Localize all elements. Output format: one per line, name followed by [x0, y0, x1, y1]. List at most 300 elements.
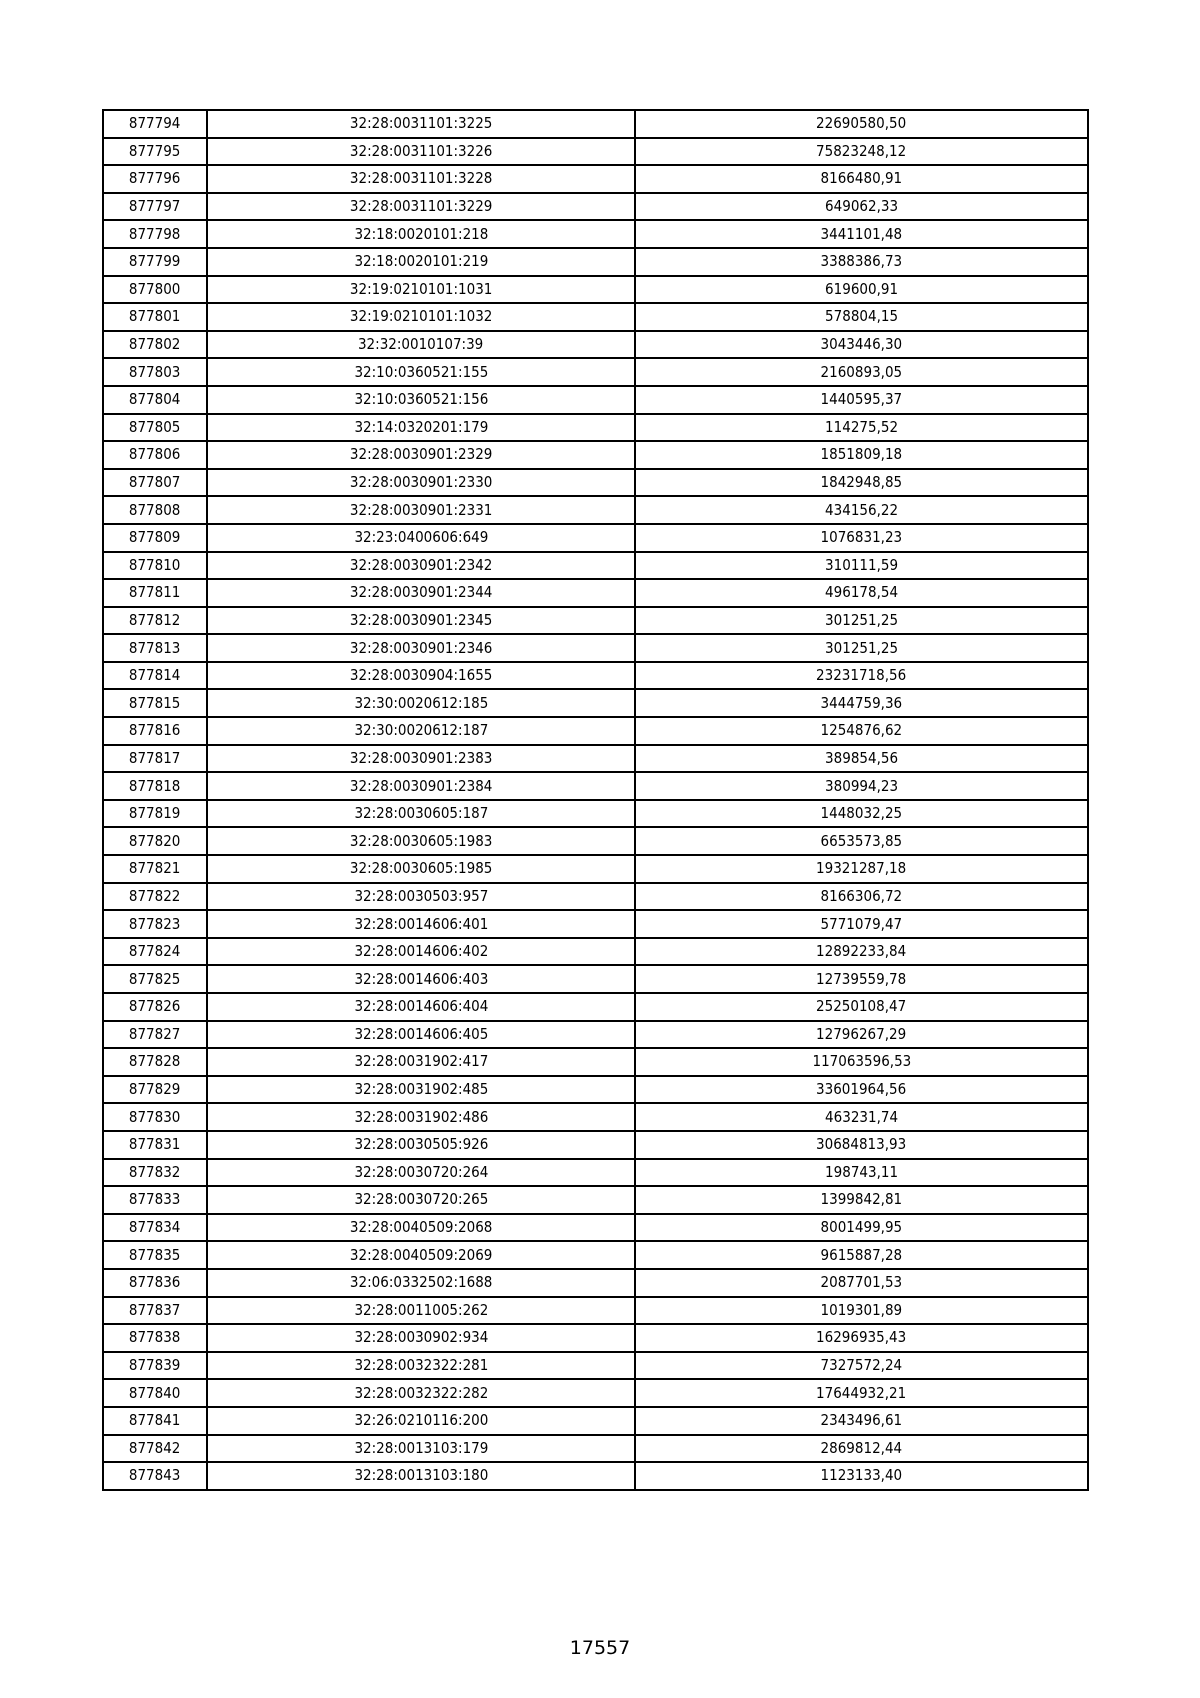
cadastral-value-cell [635, 1186, 1088, 1214]
cadastral-number-cell [207, 386, 635, 414]
cadastral-value-cell [635, 1021, 1088, 1049]
cadastral-value-cell [635, 1352, 1088, 1380]
row-number-cell [103, 469, 207, 497]
cadastral-number-text: 32:28:0030901:2330 [349, 473, 493, 492]
cadastral-number-text: 32:28:0031902:486 [354, 1107, 488, 1126]
cadastral-number-text: 32:30:0020612:185 [354, 693, 488, 712]
cadastral-value-text: 3441101,48 [820, 224, 903, 243]
cadastral-number-cell [207, 910, 635, 938]
table-row [103, 855, 1088, 883]
cadastral-number-cell [207, 1131, 635, 1159]
cadastral-number-text: 32:28:0030901:2342 [349, 555, 493, 574]
table-row [103, 1214, 1088, 1242]
cadastral-value-cell [635, 745, 1088, 773]
table-row [103, 607, 1088, 635]
cadastral-value-cell [635, 441, 1088, 469]
row-number-cell [103, 496, 207, 524]
cadastral-value-cell [635, 717, 1088, 745]
row-number-cell [103, 1269, 207, 1297]
cadastral-value-text: 1076831,23 [820, 528, 903, 547]
cadastral-value-cell [635, 965, 1088, 993]
cadastral-number-text: 32:28:0013103:179 [354, 1438, 488, 1457]
row-number-cell [103, 1131, 207, 1159]
cadastral-value-text: 3388386,73 [820, 252, 903, 271]
cadastral-value-text: 1254876,62 [820, 721, 903, 740]
cadastral-value-cell [635, 607, 1088, 635]
cadastral-number-text: 32:28:0031902:485 [354, 1080, 488, 1099]
row-number-cell [103, 938, 207, 966]
cadastral-value-cell [635, 1103, 1088, 1131]
cadastral-number-cell [207, 800, 635, 828]
table-row [103, 1159, 1088, 1187]
row-number-cell [103, 1214, 207, 1242]
cadastral-value-cell [635, 220, 1088, 248]
row-number-cell [103, 1462, 207, 1490]
row-number-cell [103, 1048, 207, 1076]
cadastral-number-text: 32:32:0010107:39 [358, 335, 484, 354]
cadastral-number-text: 32:14:0320201:179 [354, 417, 488, 436]
cadastral-number-text: 32:28:0014606:405 [354, 1024, 488, 1043]
cadastral-value-text: 380994,23 [824, 776, 899, 795]
cadastral-value-text: 2160893,05 [820, 362, 903, 381]
cadastral-value-text: 649062,33 [824, 197, 899, 216]
row-number-text: 877825 [129, 969, 181, 988]
cadastral-value-cell [635, 1462, 1088, 1490]
cadastral-value-cell [635, 469, 1088, 497]
cadastral-value-cell [635, 938, 1088, 966]
cadastral-value-cell [635, 386, 1088, 414]
cadastral-value-cell [635, 1297, 1088, 1325]
row-number-text: 877822 [129, 886, 181, 905]
row-number-text: 877794 [129, 114, 181, 133]
row-number-cell [103, 800, 207, 828]
cadastral-number-cell [207, 883, 635, 911]
row-number-text: 877808 [129, 500, 181, 519]
cadastral-value-text: 25250108,47 [816, 997, 907, 1016]
row-number-cell [103, 331, 207, 359]
cadastral-number-cell [207, 441, 635, 469]
cadastral-value-text: 301251,25 [824, 610, 899, 629]
cadastral-number-cell [207, 634, 635, 662]
cadastral-number-text: 32:28:0031101:3229 [349, 197, 493, 216]
cadastral-number-text: 32:28:0032322:282 [354, 1383, 488, 1402]
cadastral-value-text: 1851809,18 [820, 445, 903, 464]
table-row [103, 110, 1088, 138]
table-row [103, 1352, 1088, 1380]
row-number-text: 877839 [129, 1356, 181, 1375]
cadastral-number-cell [207, 220, 635, 248]
cadastral-number-text: 32:28:0032322:281 [354, 1356, 488, 1375]
row-number-cell [103, 303, 207, 331]
cadastral-value-text: 114275,52 [824, 417, 899, 436]
table-row [103, 745, 1088, 773]
cadastral-number-text: 32:28:0030605:1985 [349, 859, 493, 878]
cadastral-value-cell [635, 827, 1088, 855]
row-number-cell [103, 1186, 207, 1214]
cadastral-number-cell [207, 662, 635, 690]
cadastral-value-text: 7327572,24 [820, 1356, 903, 1375]
row-number-cell [103, 1021, 207, 1049]
cadastral-value-text: 301251,25 [824, 638, 899, 657]
row-number-text: 877843 [129, 1466, 181, 1485]
cadastral-number-text: 32:28:0040509:2069 [349, 1245, 493, 1264]
cadastral-number-text: 32:28:0040509:2068 [349, 1218, 493, 1237]
cadastral-value-cell [635, 1241, 1088, 1269]
row-number-cell [103, 634, 207, 662]
table-row [103, 910, 1088, 938]
cadastral-number-text: 32:28:0030605:1983 [349, 831, 493, 850]
table-body [103, 110, 1088, 1490]
cadastral-number-cell [207, 1159, 635, 1187]
cadastral-number-text: 32:28:0031101:3226 [349, 141, 493, 160]
cadastral-value-cell [635, 1159, 1088, 1187]
cadastral-value-text: 16296935,43 [816, 1328, 907, 1347]
row-number-text: 877816 [129, 721, 181, 740]
cadastral-number-cell [207, 110, 635, 138]
table-row [103, 1103, 1088, 1131]
row-number-cell [103, 1324, 207, 1352]
cadastral-value-cell [635, 1214, 1088, 1242]
cadastral-value-text: 1019301,89 [820, 1300, 903, 1319]
table-row [103, 1407, 1088, 1435]
cadastral-value-cell [635, 800, 1088, 828]
row-number-text: 877805 [129, 417, 181, 436]
row-number-cell [103, 193, 207, 221]
cadastral-number-text: 32:28:0013103:180 [354, 1466, 488, 1485]
cadastral-value-cell [635, 524, 1088, 552]
table-row [103, 441, 1088, 469]
cadastral-value-cell [635, 579, 1088, 607]
cadastral-number-text: 32:23:0400606:649 [354, 528, 488, 547]
cadastral-number-cell [207, 717, 635, 745]
table-row [103, 1048, 1088, 1076]
cadastral-value-text: 434156,22 [824, 500, 899, 519]
table-row [103, 1462, 1088, 1490]
cadastral-number-text: 32:28:0030901:2344 [349, 583, 493, 602]
cadastral-value-cell [635, 303, 1088, 331]
row-number-cell [103, 717, 207, 745]
table-row [103, 1076, 1088, 1104]
cadastral-number-cell [207, 303, 635, 331]
cadastral-number-text: 32:28:0030901:2383 [349, 748, 493, 767]
table-row [103, 1269, 1088, 1297]
cadastral-number-cell [207, 358, 635, 386]
row-number-text: 877809 [129, 528, 181, 547]
table-row [103, 552, 1088, 580]
cadastral-value-cell [635, 358, 1088, 386]
table-row [103, 1186, 1088, 1214]
table-row [103, 1021, 1088, 1049]
cadastral-number-text: 32:28:0030720:265 [354, 1190, 488, 1209]
cadastral-value-cell [635, 1076, 1088, 1104]
table-row [103, 469, 1088, 497]
cadastral-number-cell [207, 938, 635, 966]
table-row [103, 386, 1088, 414]
cadastral-number-text: 32:28:0030901:2384 [349, 776, 493, 795]
cadastral-number-cell [207, 855, 635, 883]
cadastral-number-text: 32:28:0014606:402 [354, 942, 488, 961]
table-row [103, 165, 1088, 193]
cadastral-value-text: 496178,54 [824, 583, 899, 602]
cadastral-value-text: 17644932,21 [816, 1383, 907, 1402]
cadastral-number-text: 32:18:0020101:218 [354, 224, 488, 243]
table-row [103, 524, 1088, 552]
row-number-text: 877797 [129, 197, 181, 216]
cadastral-number-cell [207, 496, 635, 524]
row-number-cell [103, 220, 207, 248]
cadastral-value-cell [635, 634, 1088, 662]
cadastral-number-cell [207, 1297, 635, 1325]
cadastral-value-text: 2087701,53 [820, 1273, 903, 1292]
cadastral-number-cell [207, 1435, 635, 1463]
row-number-text: 877841 [129, 1411, 181, 1430]
cadastral-number-cell [207, 1407, 635, 1435]
cadastral-number-cell [207, 607, 635, 635]
cadastral-value-cell [635, 883, 1088, 911]
cadastral-number-cell [207, 193, 635, 221]
cadastral-value-cell [635, 993, 1088, 1021]
cadastral-number-cell [207, 1379, 635, 1407]
cadastral-value-text: 1123133,40 [820, 1466, 903, 1485]
cadastral-value-text: 19321287,18 [816, 859, 907, 878]
row-number-cell [103, 441, 207, 469]
row-number-text: 877795 [129, 141, 181, 160]
row-number-cell [103, 910, 207, 938]
cadastral-value-cell [635, 138, 1088, 166]
table-row [103, 1297, 1088, 1325]
table-row [103, 827, 1088, 855]
cadastral-value-text: 619600,91 [824, 279, 899, 298]
row-number-cell [103, 1435, 207, 1463]
cadastral-value-cell [635, 165, 1088, 193]
cadastral-value-text: 75823248,12 [816, 141, 907, 160]
cadastral-value-cell [635, 1407, 1088, 1435]
cadastral-value-text: 12739559,78 [816, 969, 907, 988]
table-row [103, 303, 1088, 331]
cadastral-number-cell [207, 331, 635, 359]
row-number-cell [103, 993, 207, 1021]
cadastral-value-cell [635, 689, 1088, 717]
cadastral-value-table [102, 109, 1089, 1491]
cadastral-number-text: 32:28:0014606:404 [354, 997, 488, 1016]
row-number-text: 877840 [129, 1383, 181, 1402]
cadastral-number-text: 32:28:0014606:401 [354, 914, 488, 933]
row-number-text: 877810 [129, 555, 181, 574]
cadastral-value-text: 12796267,29 [816, 1024, 907, 1043]
cadastral-value-text: 2343496,61 [820, 1411, 903, 1430]
cadastral-value-text: 22690580,50 [816, 114, 907, 133]
row-number-text: 877833 [129, 1190, 181, 1209]
row-number-cell [103, 248, 207, 276]
row-number-text: 877804 [129, 390, 181, 409]
table-row [103, 965, 1088, 993]
cadastral-value-cell [635, 331, 1088, 359]
row-number-cell [103, 524, 207, 552]
cadastral-value-text: 3043446,30 [820, 335, 903, 354]
row-number-cell [103, 965, 207, 993]
row-number-text: 877829 [129, 1080, 181, 1099]
cadastral-number-cell [207, 1269, 635, 1297]
row-number-cell [103, 276, 207, 304]
row-number-cell [103, 745, 207, 773]
cadastral-value-cell [635, 193, 1088, 221]
table-row [103, 938, 1088, 966]
cadastral-value-text: 389854,56 [824, 748, 899, 767]
row-number-cell [103, 772, 207, 800]
table-row [103, 331, 1088, 359]
row-number-text: 877815 [129, 693, 181, 712]
row-number-text: 877813 [129, 638, 181, 657]
table-row [103, 689, 1088, 717]
cadastral-number-cell [207, 1186, 635, 1214]
row-number-text: 877824 [129, 942, 181, 961]
cadastral-number-text: 32:28:0031101:3225 [349, 114, 493, 133]
row-number-text: 877836 [129, 1273, 181, 1292]
cadastral-number-text: 32:28:0030902:934 [354, 1328, 488, 1347]
cadastral-number-text: 32:28:0030505:926 [354, 1135, 488, 1154]
cadastral-number-cell [207, 524, 635, 552]
cadastral-number-cell [207, 772, 635, 800]
row-number-cell [103, 662, 207, 690]
row-number-cell [103, 1379, 207, 1407]
cadastral-number-cell [207, 138, 635, 166]
cadastral-number-text: 32:28:0030901:2331 [349, 500, 493, 519]
row-number-text: 877800 [129, 279, 181, 298]
page-number: 17557 [569, 1637, 631, 1659]
row-number-text: 877842 [129, 1438, 181, 1457]
cadastral-number-text: 32:19:0210101:1032 [349, 307, 493, 326]
cadastral-value-text: 310111,59 [824, 555, 899, 574]
cadastral-value-text: 8001499,95 [820, 1218, 903, 1237]
row-number-text: 877838 [129, 1328, 181, 1347]
cadastral-number-cell [207, 745, 635, 773]
cadastral-value-cell [635, 1324, 1088, 1352]
cadastral-value-cell [635, 414, 1088, 442]
row-number-text: 877799 [129, 252, 181, 271]
row-number-text: 877807 [129, 473, 181, 492]
row-number-cell [103, 1103, 207, 1131]
row-number-cell [103, 1297, 207, 1325]
table-row [103, 1241, 1088, 1269]
cadastral-number-text: 32:28:0030503:957 [354, 886, 488, 905]
cadastral-number-text: 32:10:0360521:156 [354, 390, 488, 409]
row-number-cell [103, 386, 207, 414]
row-number-text: 877798 [129, 224, 181, 243]
table-row [103, 1324, 1088, 1352]
cadastral-value-text: 9615887,28 [820, 1245, 903, 1264]
cadastral-value-text: 3444759,36 [820, 693, 903, 712]
cadastral-number-text: 32:26:0210116:200 [354, 1411, 488, 1430]
cadastral-value-cell [635, 855, 1088, 883]
cadastral-number-text: 32:28:0030605:187 [354, 804, 488, 823]
row-number-text: 877812 [129, 610, 181, 629]
row-number-cell [103, 1159, 207, 1187]
cadastral-value-cell [635, 772, 1088, 800]
row-number-text: 877796 [129, 169, 181, 188]
row-number-text: 877832 [129, 1162, 181, 1181]
cadastral-number-cell [207, 552, 635, 580]
cadastral-value-text: 30684813,93 [816, 1135, 907, 1154]
cadastral-number-text: 32:18:0020101:219 [354, 252, 488, 271]
row-number-text: 877830 [129, 1107, 181, 1126]
table-row [103, 1131, 1088, 1159]
cadastral-number-cell [207, 1076, 635, 1104]
row-number-cell [103, 579, 207, 607]
cadastral-value-text: 33601964,56 [816, 1080, 907, 1099]
cadastral-value-cell [635, 110, 1088, 138]
row-number-text: 877821 [129, 859, 181, 878]
row-number-cell [103, 1352, 207, 1380]
row-number-cell [103, 165, 207, 193]
cadastral-value-cell [635, 248, 1088, 276]
cadastral-value-cell [635, 496, 1088, 524]
cadastral-number-cell [207, 689, 635, 717]
cadastral-number-text: 32:28:0031902:417 [354, 1052, 488, 1071]
cadastral-number-cell [207, 1048, 635, 1076]
cadastral-number-text: 32:28:0030904:1655 [349, 666, 493, 685]
row-number-cell [103, 827, 207, 855]
cadastral-value-text: 1842948,85 [820, 473, 903, 492]
table-row [103, 883, 1088, 911]
cadastral-value-text: 1440595,37 [820, 390, 903, 409]
table-row [103, 662, 1088, 690]
cadastral-number-cell [207, 993, 635, 1021]
row-number-text: 877819 [129, 804, 181, 823]
table-row [103, 800, 1088, 828]
table-row [103, 138, 1088, 166]
cadastral-number-cell [207, 276, 635, 304]
cadastral-number-text: 32:10:0360521:155 [354, 362, 488, 381]
cadastral-value-text: 6653573,85 [820, 831, 903, 850]
row-number-text: 877834 [129, 1218, 181, 1237]
cadastral-value-text: 8166480,91 [820, 169, 903, 188]
table-row [103, 248, 1088, 276]
cadastral-value-cell [635, 1379, 1088, 1407]
table-row [103, 220, 1088, 248]
table-row [103, 717, 1088, 745]
row-number-text: 877818 [129, 776, 181, 795]
cadastral-number-cell [207, 1241, 635, 1269]
table-row [103, 358, 1088, 386]
cadastral-value-text: 578804,15 [824, 307, 899, 326]
cadastral-value-text: 463231,74 [824, 1107, 899, 1126]
cadastral-number-text: 32:28:0030901:2345 [349, 610, 493, 629]
cadastral-number-text: 32:28:0031101:3228 [349, 169, 493, 188]
cadastral-value-text: 5771079,47 [820, 914, 903, 933]
table-row [103, 193, 1088, 221]
row-number-text: 877814 [129, 666, 181, 685]
cadastral-value-cell [635, 1048, 1088, 1076]
table-row [103, 276, 1088, 304]
cadastral-number-cell [207, 965, 635, 993]
cadastral-number-text: 32:19:0210101:1031 [349, 279, 493, 298]
row-number-text: 877820 [129, 831, 181, 850]
row-number-text: 877823 [129, 914, 181, 933]
cadastral-value-text: 117063596,53 [812, 1052, 911, 1071]
cadastral-number-cell [207, 248, 635, 276]
row-number-cell [103, 552, 207, 580]
row-number-text: 877811 [129, 583, 181, 602]
cadastral-value-cell [635, 662, 1088, 690]
row-number-cell [103, 414, 207, 442]
cadastral-number-text: 32:28:0014606:403 [354, 969, 488, 988]
table-row [103, 1435, 1088, 1463]
table-row [103, 1379, 1088, 1407]
row-number-cell [103, 689, 207, 717]
cadastral-value-cell [635, 276, 1088, 304]
row-number-cell [103, 1241, 207, 1269]
cadastral-value-cell [635, 1131, 1088, 1159]
